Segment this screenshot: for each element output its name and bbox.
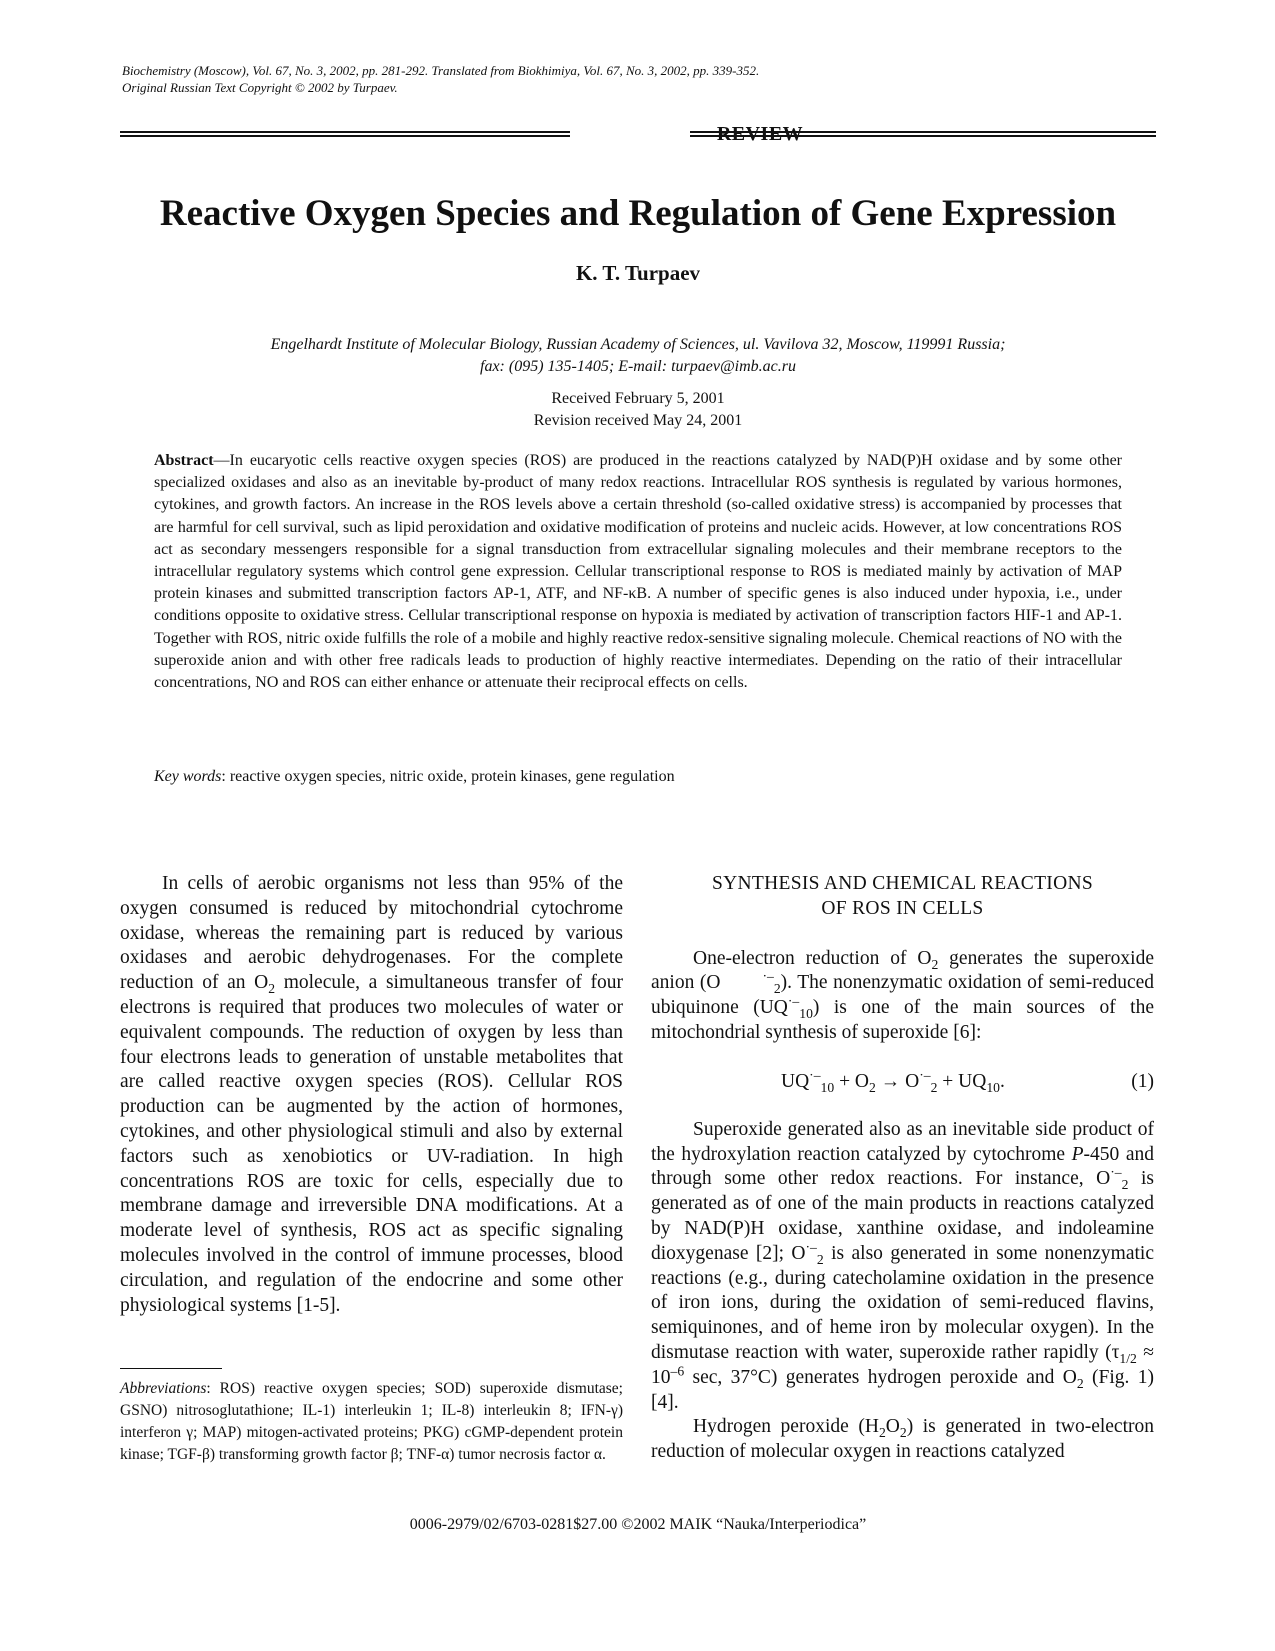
subscript: 2	[773, 981, 781, 997]
subscript: 2	[899, 1425, 907, 1441]
intro-text-b: molecule, a simultaneous transfer of four electrons is required that produces two molecules of water or equivalent compounds. The reduction of oxygen by less than four electrons leads to generation of unstable metabolites that are called reactive oxygen species (ROS). Cellular ROS production can be augmented by the action of hormones, cytokines, and other physiological stimuli and also by external factors such as xenobiotics or UV-radiation. In high concentrations ROS are toxic for cells, especially due to membrane damage and irreversible DNA modifications. At a moderate level of synthesis, ROS act as specific signaling molecules involved in the control of immune processes, blood circulation, and regulation of the endocrine and some other physiological systems [1-5].	[120, 972, 624, 1316]
superoxide-ion	[720, 968, 781, 997]
p3-text-b: O	[885, 1416, 900, 1438]
p1-text-d: ) is one of the main sources of the mitochondrial synthesis of superoxide [6]:	[651, 997, 1154, 1043]
superscript: ·–	[1110, 1164, 1122, 1180]
section-label: REVIEW	[716, 123, 804, 145]
affiliation-line-1: Engelhardt Institute of Molecular Biology, Russian Academy of Sciences, ul. Vavilova 32, Moscow, 119991 Russia;	[270, 336, 1006, 353]
p3-text-a: Hydrogen peroxide (H	[693, 1416, 879, 1438]
subscript: 2	[1121, 1177, 1129, 1193]
superscript: ·–	[919, 1067, 931, 1083]
copyright-footer: 0006-2979/02/6703-0281$27.00 ©2002 MAIK “Nauka/Interperiodica”	[409, 1516, 867, 1533]
paragraph-superoxide	[651, 947, 1154, 1046]
article-author: K. T. Turpaev	[575, 261, 701, 285]
superscript: ·–	[762, 968, 774, 984]
citation-line-1: Biochemistry (Moscow), Vol. 67, No. 3, 2002, pp. 281-292. Translated from Biokhimiya, Vol. 67, No. 3, 2002, pp. 339-352.	[122, 63, 760, 78]
subscript: 2	[869, 1079, 876, 1095]
revision-date: Revision received May 24, 2001	[533, 412, 743, 429]
received-date: Received February 5, 2001	[551, 390, 725, 407]
affiliation	[120, 334, 1156, 378]
affiliation-line-2: fax: (095) 135-1405; E-mail: turpaev@imb.ac.ru	[480, 358, 796, 375]
footnote-text: : ROS) reactive oxygen species; SOD) superoxide dismutase; GSNO) nitrosoglutathione; IL-1) interleukin 1; IL-8) interleukin 8; IFN-γ) interferon γ; MAP) mitogen-activated proteins; PKG) cGMP-dependent protein kinase; TGF-β) transforming growth factor β; TNF-α) tumor necrosis factor α.	[120, 1380, 623, 1463]
subscript: 10	[799, 1006, 813, 1022]
eq-end: .	[999, 1070, 1005, 1092]
section-heading-line-2: OF ROS IN CELLS	[821, 897, 984, 919]
subscript: 2	[931, 956, 939, 972]
article-dates	[120, 388, 1156, 432]
keywords-text: : reactive oxygen species, nitric oxide, protein kinases, gene regulation	[221, 768, 675, 785]
p2-text-e: ≈ 10	[651, 1341, 1154, 1388]
paragraph-hydrogen-peroxide	[651, 1415, 1154, 1465]
subscript: 2	[930, 1079, 938, 1095]
p1-text-b: generates the superoxide anion (O	[651, 947, 1154, 994]
subscript: 2	[268, 981, 276, 997]
keywords	[154, 766, 1122, 788]
subscript: 1/2	[1119, 1350, 1137, 1366]
p2-text-f: sec, 37°C) generates hydrogen peroxide and O	[684, 1366, 1077, 1388]
p2-text-g: (Fig. 1) [4].	[651, 1366, 1154, 1413]
banner-rule-left	[120, 131, 570, 137]
abstract	[154, 450, 1122, 694]
footnote-rule	[120, 1368, 222, 1369]
subscript: 2	[816, 1251, 824, 1267]
equation-body	[781, 1067, 1005, 1095]
journal-citation	[122, 62, 1162, 96]
section-heading-line-1: SYNTHESIS AND CHEMICAL REACTIONS	[711, 873, 1094, 894]
eq-plus-uq: + UQ	[937, 1070, 987, 1092]
citation-line-2: Original Russian Text Copyright © 2002 by Turpaev.	[122, 80, 398, 95]
equation-1	[651, 1067, 1154, 1096]
p1-text-c: ). The nonenzymatic oxidation of semi-reduced ubiquinone (UQ	[651, 972, 1155, 1019]
right-column	[651, 872, 1154, 1465]
footnote-label: Abbreviations	[120, 1380, 207, 1397]
p2-text-a: Superoxide generated also as an inevitable side product of the hydroxylation reaction catalyzed by cytochrome	[651, 1118, 1154, 1165]
article-title: Reactive Oxygen Species and Regulation of Gene Expression	[159, 193, 1117, 234]
abbreviations-footnote	[120, 1378, 623, 1466]
abstract-text: —In eucaryotic cells reactive oxygen species (ROS) are produced in the reactions catalyzed by NAD(P)H oxidase and by some other specialized oxidases and also as an inevitable by-product of many redox reactions. Intracellular ROS synthesis is regulated by various hormones, cytokines, and growth factors. An increase in the ROS levels above a certain threshold (so-called oxidative stress) is accompanied by processes that are harmful for cell survival, such as lipid peroxidation and oxidative modification of proteins and nucleic acids. However, at low concentrations ROS act as secondary messengers responsible for a signal transduction from extracellular signaling molecules and their membrane receptors to the intracellular regulatory systems which control gene expression. Cellular transcriptional response to ROS is mediated mainly by activation of MAP protein kinases and submitted transcription factors AP-1, ATF, and NF-κB. A number of specific genes is also induced under hypoxia, i.e., under conditions opposite to oxidative stress. Cellular transcriptional response on hypoxia is mediated by activation of transcription factors HIF-1 and AP-1. Together with ROS, nitric oxide fulfills the role of a mobile and highly reactive redox-sensitive signaling molecule. Chemical reactions of NO with the superoxide anion and with other free radicals leads to production of highly reactive intermediates. Depending on the ratio of their intracellular concentrations, NO and ROS can either enhance or attenuate their reciprocal effects on cells.	[154, 452, 1122, 692]
equation-number: (1)	[1131, 1070, 1154, 1092]
p3-text-c: ) is generated in two-electron reduction of molecular oxygen in reactions catalyzed	[651, 1416, 1154, 1463]
superscript: –6	[670, 1363, 685, 1379]
p2-text-d: is also generated in some nonenzymatic reactions (e.g., during catecholamine oxidation in the presence of iron ions, during the oxidation of semi-reduced flavins, semiquinones, and of heme iron by molecular oxygen). In the dismutase reaction with water, superoxide rather rapidly (τ	[651, 1242, 1154, 1363]
eq-uq: UQ	[781, 1070, 810, 1092]
eq-arrow: → O	[875, 1070, 920, 1092]
intro-text-a: In cells of aerobic organisms not less than 95% of the oxygen consumed is reduced by mitochondrial cytochrome oxidase, whereas the remaining part is reduced by various oxidases and aerobic dehydrogenases. For the complete reduction of an O	[120, 873, 623, 994]
section-heading	[651, 872, 1154, 922]
review-banner	[120, 124, 1156, 144]
superscript: ·–	[787, 993, 800, 1009]
subscript: 10	[986, 1079, 1000, 1095]
left-column	[120, 872, 623, 1318]
subscript: 2	[878, 1425, 886, 1441]
paragraph-side-product	[651, 1118, 1154, 1416]
abstract-label: Abstract	[154, 452, 214, 469]
banner-rule-right	[690, 131, 1156, 137]
subscript: 10	[820, 1079, 835, 1095]
p2-text-b: -450 and through some other redox reactions. For instance, O	[651, 1143, 1154, 1190]
eq-plus-o: + O	[834, 1070, 870, 1092]
p1-text-a: One-electron reduction of O	[693, 947, 932, 969]
p2-italic-p: P	[1071, 1143, 1084, 1165]
subscript: 2	[1076, 1375, 1084, 1391]
intro-paragraph	[120, 872, 623, 1318]
superscript: ·–	[809, 1067, 821, 1083]
keywords-label: Key words	[154, 768, 222, 785]
superscript: ·–	[805, 1239, 817, 1255]
p2-text-c: is generated as of one of the main products in reactions catalyzed by NAD(P)H oxidase, xanthine oxidase, and indoleamine dioxygenase [2]; O	[651, 1168, 1154, 1264]
